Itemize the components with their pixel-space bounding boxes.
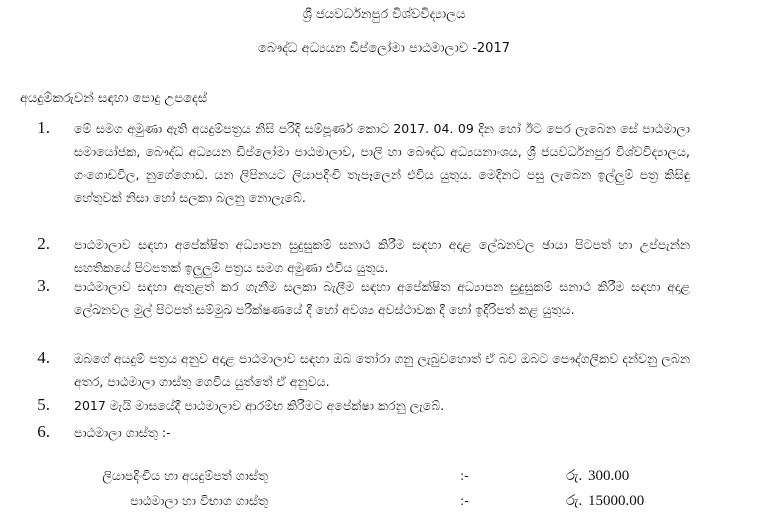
instruction-text: පාඨමාලාව සඳහා ඇතුළත් කර ගැනීම සලකා බැලීම සඳහා අපේක්ෂිත අධ්‍යාපන සුදුසුකම් සනාථ කිරීම සඳහා අදාළ ලේඛනවල මුල් පිටපත් සම්මුඛ පරීක්ෂණයේ දී හෝ අවශ්‍ය අවස්ථාවක දී හෝ ඉදිරිපත් කළ යුතුය. <box>74 279 690 317</box>
instruction-text: පාඨමාලා ගාස්තු :- <box>74 425 171 440</box>
course-title: බෞද්ධ අධ්‍යයන ඩිප්ලෝමා පාඨමාලාව -2017 <box>257 41 510 56</box>
fee-currency: රු. <box>566 493 583 509</box>
instruction-number: 3. <box>37 276 50 295</box>
instruction-number: 1. <box>37 118 50 137</box>
fee-colon: :- <box>460 468 469 483</box>
instruction-text: පාඨමාලාව සඳහා අපේක්ෂිත අධ්‍යාපන සුදුසුකම් සනාථ කිරීම සඳහා අදාළ ලේඛනවල ඡායා පිටපත් හා උප්පැන්න සහතිකයේ පිටපතක් ඉලුලුම් පත්‍රය සමග අමුණා එවිය යුතුය. <box>74 237 690 275</box>
fee-label: පාඨමාලා හා විභාග ගාස්තු <box>130 493 268 508</box>
instruction-text: 2017 මැයි මාසයේදී පාඨමාලාව ආරම්භ කිරීමට අපේක්ෂා කරනු ලැබේ. <box>74 398 445 413</box>
instruction-number: 2. <box>37 234 50 253</box>
fee-colon: :- <box>460 493 469 508</box>
university-name: ශ්‍රී ජයවර්ධනපුර විශ්වවිද්‍යාලය <box>302 7 466 22</box>
fee-amount: 15000.00 <box>588 493 645 509</box>
fee-row-registration <box>0 465 768 487</box>
fee-row-course <box>0 490 768 512</box>
instruction-number: 6. <box>37 422 50 441</box>
instruction-number: 4. <box>37 348 50 367</box>
section-heading: අයදුම්කරුවන් සඳහා පොදු උපදෙස් <box>20 91 208 106</box>
instruction-text: ඔබගේ අයදුම් පත්‍රය අනුව අදාළ පාඨමාලාව සඳහා ඔබ තෝරා ගනු ලැබුවහොත් ඒ බව ඔබට පෞද්ගලිකව දන්වනු ලබන අතර, පාඨමාලා ගාස්තු ගෙවිය යුත්තේ ඒ අනුවය. <box>74 351 690 389</box>
fee-currency: රු. <box>566 468 583 484</box>
fee-amount: 300.00 <box>588 468 630 484</box>
instruction-number: 5. <box>37 395 50 414</box>
fee-label: ලියාපදිංචිය හා අයදුම්පත් ගාස්තු <box>102 468 268 483</box>
instruction-text: මේ සමග අමුණා ඇති අයදුම්පත්‍රය නිසි පරිදි සම්පූර්ණ කොට 2017. 04. 09 දින හෝ ඊට පෙර ලැබෙන සේ පාඨමාලා සමායෝජක, බෞද්ධ අධ්‍යයන ඩිප්ලෝමා පාඨමාලාව, පාලි හා බෞද්ධ අධ්‍යයනාංශය, ශ්‍රී ජයවර්ධනපුර විශ්වවිද්‍යාලය, ගංගොඩවිල, නුගේගොඩ. යන ලිපිනයට ලියාපදිංචි තැපෑලෙන් එවිය යුතුය. මෙදිනට පසු ලැබෙන ඉල්ලුම් පත්‍ර කිසිඳු හේතුවක් නිසා හෝ සලකා බලනු නොලැබේ. <box>74 121 690 205</box>
